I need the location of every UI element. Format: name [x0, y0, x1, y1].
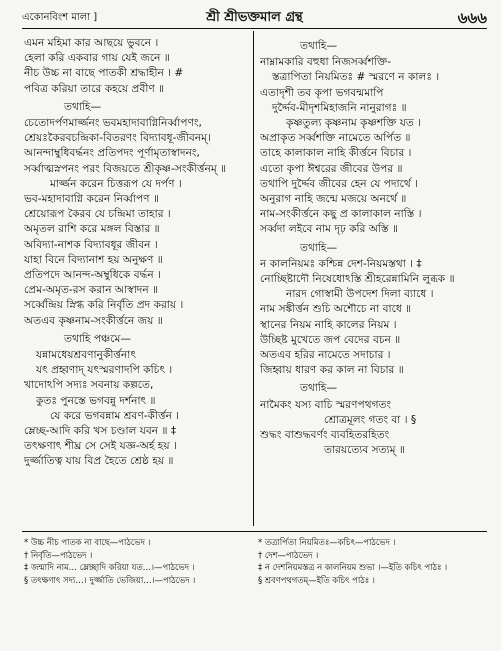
left-verse-line: হেলা করি একবার গায় যেই জনে ॥	[24, 52, 170, 65]
right-verse-line: অতএব হরির নামেতে সদাচার ।	[260, 349, 391, 362]
left-verse-line: পবিত্র করিয়া তারে কহয়ে প্রবীণ ॥	[24, 82, 165, 95]
left-verse-line: এমন মহিমা কার আছয়ে ভুবনে ।	[24, 37, 159, 49]
left-verse-line: ভব-মহাদাবাগ্নি করেন নির্ব্বাপণ ॥	[24, 193, 159, 206]
footnotes-right	[258, 536, 490, 586]
left-verse-line: যৎ প্রহ্বণাদ্ যৎস্মরণাদপি কচিৎ ।	[36, 364, 173, 377]
footnote: * উচ্চ নীচ পাতক না বাছে—পাঠভেদ ।	[24, 537, 151, 547]
left-verse-line: যাহা বিনে বিদ্যানাশ হয় অনুক্ষণ ॥	[24, 253, 163, 266]
right-verse-line: নামৈকং যস্য বাচি স্মরণপথগতং	[260, 398, 392, 411]
right-verse-line: কৃষ্ণতুল্য কৃষ্ণনাম কৃষ্ণশক্তি যত ।	[286, 117, 421, 130]
left-verse-line: অবিদ্যা-নাশক বিদ্যাবধূর জীবন ।	[24, 238, 158, 251]
right-verse-line: জিহ্বায় ধারণ কর কাল না বিচার ॥	[260, 364, 404, 377]
right-heading: তথাহি—	[300, 241, 338, 254]
right-verse-line: সর্ব্বদা লইবে নাম দৃঢ় করি অস্তি ॥	[260, 223, 398, 236]
right-heading: তথাহি—	[300, 382, 338, 395]
right-verse-line: নাম্নামকারি বহুধা নিজসর্ব্বশক্তি-	[260, 56, 392, 69]
left-verse-line: তৎক্ষণাৎ শীঘ্র সে সেই যজ্ঞ-অর্হ হয় ।	[24, 440, 177, 453]
footnote: † নির্বৃতি—পাঠভেদ ।	[24, 549, 93, 560]
left-column	[24, 36, 246, 470]
right-verse-line: অপ্রাকৃত সর্ব্বশক্তি নামেতে অর্পিত ॥	[260, 132, 411, 145]
right-verse-line: নোচ্ছিষ্টাদৌ নিষেধোঽস্তি শ্রীহরেন্নামিনি লুব্ধক ॥	[260, 273, 455, 286]
column-divider	[253, 31, 254, 526]
right-verse-line: তাহে কালাকাল নাহি কীর্ত্তনে বিচার ।	[260, 147, 412, 160]
right-column	[260, 36, 490, 458]
left-verse-line: সর্ব্বাত্মস্নপনং পরং বিজয়তে শ্রীকৃষ্ণ-সংকীর্ত্তনম্ ॥	[24, 162, 227, 175]
right-verse-line: স্তত্রাপিতা নিয়মিতঃ # স্মরণে ন কালঃ ।	[272, 71, 440, 84]
right-verse-line: এতো কৃপা ঈশ্বরের জীবের উপর ॥	[260, 162, 403, 175]
left-verse-line: সর্ব্বেন্দ্রিয় স্নিগ্ধ করি নির্বৃতি প্রদ করায় ।	[24, 299, 184, 312]
footnote: § শ্রবণপথগতম্—ইতি কচিৎ পাঠঃ ।	[258, 574, 375, 585]
left-verse-line: নীচ উচ্চ না বাছে পাতকী শ্রদ্ধাহীন । #	[24, 67, 184, 80]
footnote: ‡ জন্মাদি নাম… ম্লেচ্ছাদি করিয়া যত…।—পাঠভেদ ।	[24, 562, 195, 573]
left-verse-line: আনন্দাম্বুধিবর্দ্ধনং প্রতিপদং পূর্ণামৃতাস্বাদনং,	[24, 147, 200, 160]
right-verse-line: ন কালনিয়মঃ কশ্চিন্ন দেশ-নিয়মস্তথা । ‡	[260, 257, 422, 270]
left-verse-line: কুতঃ পুনস্তে ভগবন্নু দর্শনাৎ ॥	[36, 394, 156, 407]
left-verse-line: অমৃতল রাশি করে মঙ্গল বিস্তার ॥	[24, 223, 160, 236]
footnote: † দেশ—পাঠভেদ ।	[258, 549, 319, 560]
left-verse-line: শ্রেয়োরূপ কৈরব যে চন্দ্রিমা তাহার ।	[24, 208, 171, 221]
right-verse-line: স্থানের নিয়ম নাহি কালের নিয়ম ।	[260, 318, 397, 331]
right-verse-line: শুদ্ধং বাশুদ্ধবর্ণং ব্যবহিতরহিতং	[260, 429, 390, 442]
left-verse-line: মার্জ্জন করেন চিত্তরূপ যে দর্পণ ।	[50, 177, 182, 190]
right-verse-line: নারদ গোস্বামী উপদেশ দিলা ব্যাধে ।	[286, 288, 434, 301]
left-verse-line: অতএব কৃষ্ণনাম-সংকীর্ত্তনে জয় ॥	[24, 314, 163, 327]
footnote-rule	[22, 531, 487, 532]
right-verse-line: তারয়ত্যেব সত্যম্ ॥	[324, 444, 405, 457]
right-verse-line: নাম-সংকীর্ত্তনে কছু প্র কালাকাল নাস্তি ।	[260, 208, 422, 221]
footnote: ‡ ন দেশনিয়মস্তত্র ন কালনিয়ম শুভা ।—ইতি কচিৎ পাঠঃ ।	[258, 562, 448, 573]
header-title: শ্রী শ্রীভক্তমাল গ্রন্থ	[206, 10, 303, 25]
left-verse-line: যে করে ভগবন্নাম শ্রবণ-কীর্ত্তন ।	[50, 409, 180, 422]
footnote: § তৎক্ষণাৎ সদ্য…। দুর্জ্জাতি ভেজিয়া…।—পাঠভেদ ।	[24, 574, 196, 585]
header-rule	[22, 28, 487, 29]
left-verse-line: ম্লেচ্ছ-আদি করি খস চণ্ডাল যবন ॥ ‡	[24, 425, 177, 438]
right-verse-line: এতাদৃশী তব কৃপা ভগবন্মমাপি	[260, 86, 384, 99]
left-verse-line: খাদোঽপি সদ্যঃ সবনায় কল্পতে,	[24, 379, 154, 392]
left-heading: তথাহি পঞ্চমে—	[64, 332, 132, 345]
footnote: * তত্রার্পিতা নিয়মিতঃ—কচিৎ—পাঠভেদ ।	[258, 537, 396, 547]
right-verse-line: উচ্ছিষ্ট মুখেতে জপ বেদের বচন ॥	[260, 333, 401, 346]
left-verse-line: প্রেম-অমৃত-রস করান আস্বাদন ॥	[24, 284, 159, 297]
left-verse-line: চেতোদর্পণমার্জ্জনং ভবমহাদাবাগ্নিনির্ব্বাপণং,	[24, 117, 202, 130]
page-header	[22, 6, 487, 28]
footnotes-left	[24, 536, 248, 586]
right-verse-line: শ্রোত্রমূলং গতং বা । §	[324, 413, 417, 426]
left-verse-line: শ্রেয়ঃকৈরবচন্দ্রিকা-বিতরণং বিদ্যাবধূ-জীবনম্।	[24, 132, 211, 145]
right-verse-line: তথাপি দুর্দ্দৈব জীবের হেন যে পদার্থে ।	[260, 177, 418, 190]
left-verse-line: প্রতিপদে আনন্দ-অম্বুধিকে বর্দ্ধন ।	[24, 269, 161, 282]
page-number: ৬৬৬	[457, 9, 487, 27]
left-verse-line: যন্নামধেয়শ্রবণানুকীর্ত্তনাৎ	[36, 349, 137, 362]
right-verse-line: নাম সঙ্কীর্ত্তন শুচি অশৌচে না বাধে ॥	[260, 303, 412, 316]
right-verse-line: দুর্দ্দৈব-মীদৃশমিহাজনি নানুরাগঃ ॥	[272, 101, 407, 114]
header-section-label: একোনবিংশ মালা ]	[22, 12, 98, 23]
left-verse-line: দুর্জ্জাতিত্ব যায় বিপ্র হৈতে শ্রেষ্ঠ হয় ॥	[24, 455, 174, 468]
right-heading: তথাহি—	[300, 40, 338, 52]
right-verse-line: অনুরাগ নাহি জন্মে মজয়ে অনর্থে ॥	[260, 193, 407, 206]
left-heading: তথাহি—	[64, 100, 102, 113]
